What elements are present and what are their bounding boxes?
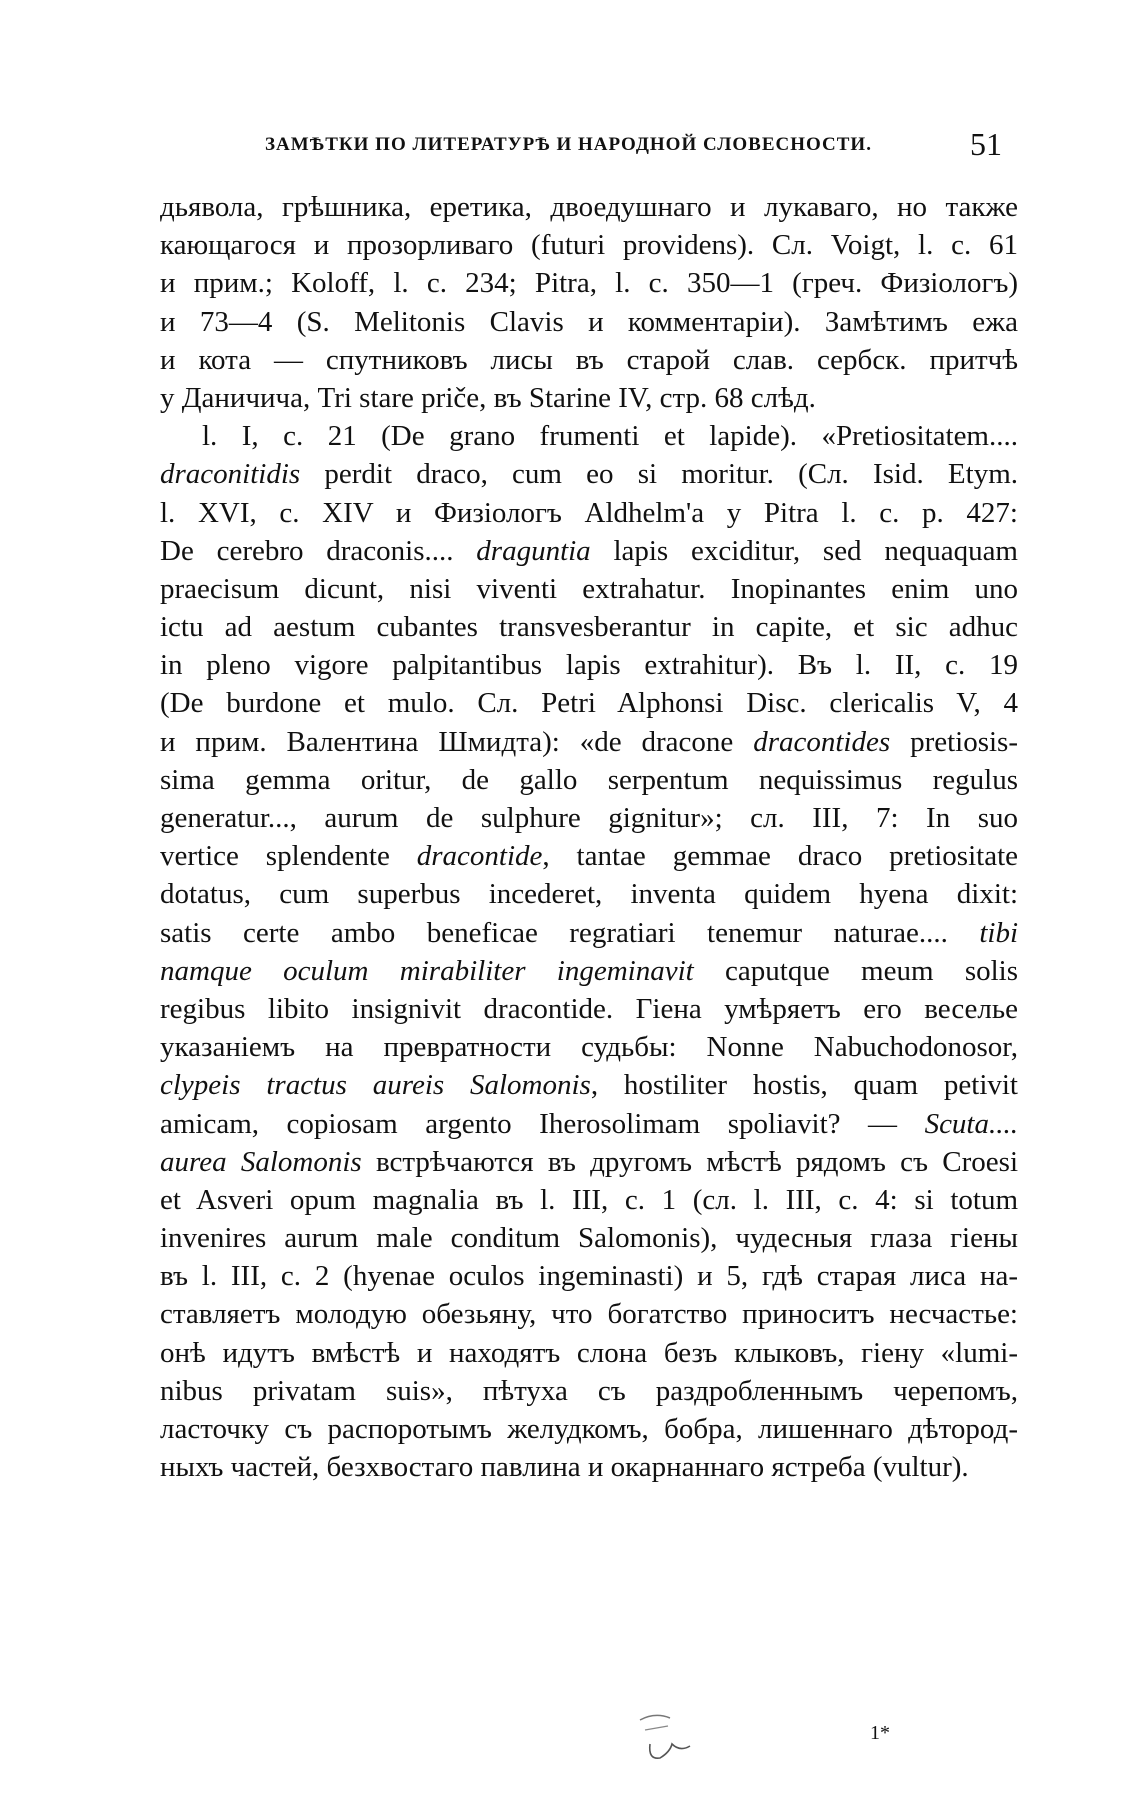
italic-segment: namque oculum mirabiliter ingeminavit <box>160 954 694 987</box>
signature-mark: 1* <box>870 1722 890 1744</box>
text-line <box>160 1028 1018 1066</box>
text-segment: dotatus, cum superbus incederet, inventa quidem hyena dixit: <box>160 878 1018 911</box>
text-segment: et Asveri opum magnalia въ l. III, c. 1 (сл. l. III, c. 4: si totum <box>160 1183 1018 1216</box>
text-line <box>160 837 1018 875</box>
text-segment: ictu ad aestum cubantes transvesberantur in capite, et sic adhuc <box>160 611 1018 644</box>
text-segment: ласточку съ распоротымъ желудкомъ, бобра, лишеннаго дѣтород- <box>160 1413 1018 1445</box>
text-segment: ставляетъ молодую обезьяну, что богатство приноситъ несчастье: <box>160 1298 1018 1331</box>
text-segment: онѣ идутъ вмѣстѣ и находятъ слона безъ клыковъ, гіену «lumi- <box>160 1336 1018 1369</box>
text-segment: caputque meum solis <box>693 954 1018 987</box>
text-segment: sima gemma oritur, de gallo serpentum nequissimus regulus <box>160 763 1018 796</box>
italic-segment: draguntia <box>476 534 591 567</box>
text-line <box>160 1372 1018 1410</box>
running-title: ЗАМѢТКИ ПО ЛИТЕРАТУРѢ И НАРОДНОЙ СЛОВЕСНОСТИ. <box>265 134 872 155</box>
text-line <box>160 1219 1018 1257</box>
text-segment: nibus privatam suis», пѣтуха съ раздробленнымъ черепомъ, <box>160 1374 1018 1407</box>
text-segment: De cerebro draconis.... <box>160 534 477 567</box>
text-segment: lapis exciditur, sed nequaquam <box>590 534 1018 567</box>
text-line <box>160 1448 1018 1486</box>
text-segment: perdit draco, cum eo si moritur. (Сл. Isid. Etym. <box>300 458 1018 491</box>
italic-segment: tibi <box>979 916 1018 949</box>
text-segment: встрѣчаются въ другомъ мѣстѣ рядомъ съ Croesi <box>361 1145 1018 1178</box>
text-line <box>160 1295 1018 1333</box>
text-segment: l. XVI, c. XIV и Физіологъ Aldhelm'a у Pitra l. c. p. 427: <box>160 496 1018 529</box>
text-segment: , tantae gemmae draco pretiositate <box>542 840 1018 873</box>
text-segment: и прим. Валентина Шмидта): «de dracone <box>160 725 754 758</box>
page-number: 51 <box>970 126 1002 162</box>
text-line <box>160 608 1018 646</box>
text-segment: in pleno vigore palpitantibus lapis extrahitur). Въ l. II, c. 19 <box>160 649 1018 682</box>
text-segment: кающагося и прозорливаго (futuri providens). Сл. Voigt, l. c. 61 <box>160 229 1018 262</box>
text-segment: и кота — спутниковъ лисы въ старой слав. сербск. притчѣ <box>160 343 1018 376</box>
text-line <box>160 646 1018 684</box>
body-text <box>160 188 1018 1486</box>
text-line <box>160 379 1018 417</box>
italic-segment: Scuta.... <box>924 1107 1018 1140</box>
text-segment: invenires aurum male conditum Salomonis), чудесныя глаза гіены <box>160 1222 1018 1255</box>
text-segment: pretiosis- <box>890 725 1018 758</box>
text-line <box>160 570 1018 608</box>
text-segment: у Даничича, Tri stare priče, въ Starine IV, стр. 68 слѣд. <box>160 381 816 414</box>
italic-segment: clypeis tractus aureis Salomonis <box>160 1069 591 1102</box>
text-segment: въ l. III, c. 2 (hyenae oculos ingeminasti) и 5, гдѣ старая лиса на- <box>160 1260 1018 1293</box>
text-line <box>160 226 1018 264</box>
text-segment: ныхъ частей, безхвостаго павлина и окарнаннаго ястреба (vultur). <box>160 1451 969 1484</box>
text-line <box>160 417 1018 455</box>
text-line <box>160 1105 1018 1143</box>
text-line <box>160 875 1018 913</box>
italic-segment: draconitidis <box>160 458 301 491</box>
text-line <box>160 1066 1018 1104</box>
text-segment: указаніемъ на превратности судьбы: Nonne Nabuchodonosor, <box>160 1031 1018 1064</box>
text-segment: vertice splendente <box>160 840 417 873</box>
text-line <box>160 1181 1018 1219</box>
text-line <box>160 1334 1018 1372</box>
text-line <box>160 303 1018 341</box>
text-line <box>160 494 1018 532</box>
text-segment: и 73—4 (S. Melitonis Clavis и комментаріи). Замѣтимъ ежа <box>160 305 1018 338</box>
text-line <box>160 990 1018 1028</box>
text-segment: дьявола, грѣшника, еретика, двоедушнаго и лукаваго, но также <box>160 191 1018 223</box>
text-line <box>160 761 1018 799</box>
text-line <box>160 188 1018 226</box>
text-line <box>160 455 1018 493</box>
text-segment: (De burdone et mulo. Сл. Petri Alphonsi Disc. clericalis V, 4 <box>160 687 1018 720</box>
text-line <box>160 684 1018 722</box>
text-segment: и прим.; Koloff, l. c. 234; Pitra, l. c. 350—1 (греч. Физіологъ) <box>160 267 1018 300</box>
italic-segment: dracontide <box>416 840 543 873</box>
text-line <box>160 723 1018 761</box>
pencil-scribble-icon <box>610 1700 730 1770</box>
text-line <box>160 952 1018 990</box>
text-line <box>160 1143 1018 1181</box>
text-line <box>160 914 1018 952</box>
page-header <box>160 126 1010 166</box>
text-segment: praecisum dicunt, nisi viventi extrahatur. Inopinantes enim uno <box>160 572 1018 605</box>
text-line <box>160 799 1018 837</box>
text-line <box>160 1257 1018 1295</box>
text-line <box>160 341 1018 379</box>
text-segment: satis certe ambo beneficae regratiari tenemur naturae.... <box>160 916 980 949</box>
text-segment: regibus libito insignivit dracontide. Гіена умѣряетъ его веселье <box>160 992 1018 1025</box>
text-line <box>160 532 1018 570</box>
text-segment: , hostiliter hostis, quam petivit <box>590 1069 1018 1102</box>
text-segment: amicam, copiosam argento Iherosolimam spoliavit? — <box>160 1107 925 1140</box>
text-line <box>160 264 1018 302</box>
italic-segment: aurea Salomonis <box>160 1145 362 1178</box>
text-segment: generatur..., aurum de sulphure gignitur»; сл. III, 7: In suo <box>160 802 1018 834</box>
text-segment: l. I, c. 21 (De grano frumenti et lapide). «Pretiositatem.... <box>202 420 1018 453</box>
text-line <box>160 1410 1018 1448</box>
italic-segment: dracontides <box>753 725 891 758</box>
